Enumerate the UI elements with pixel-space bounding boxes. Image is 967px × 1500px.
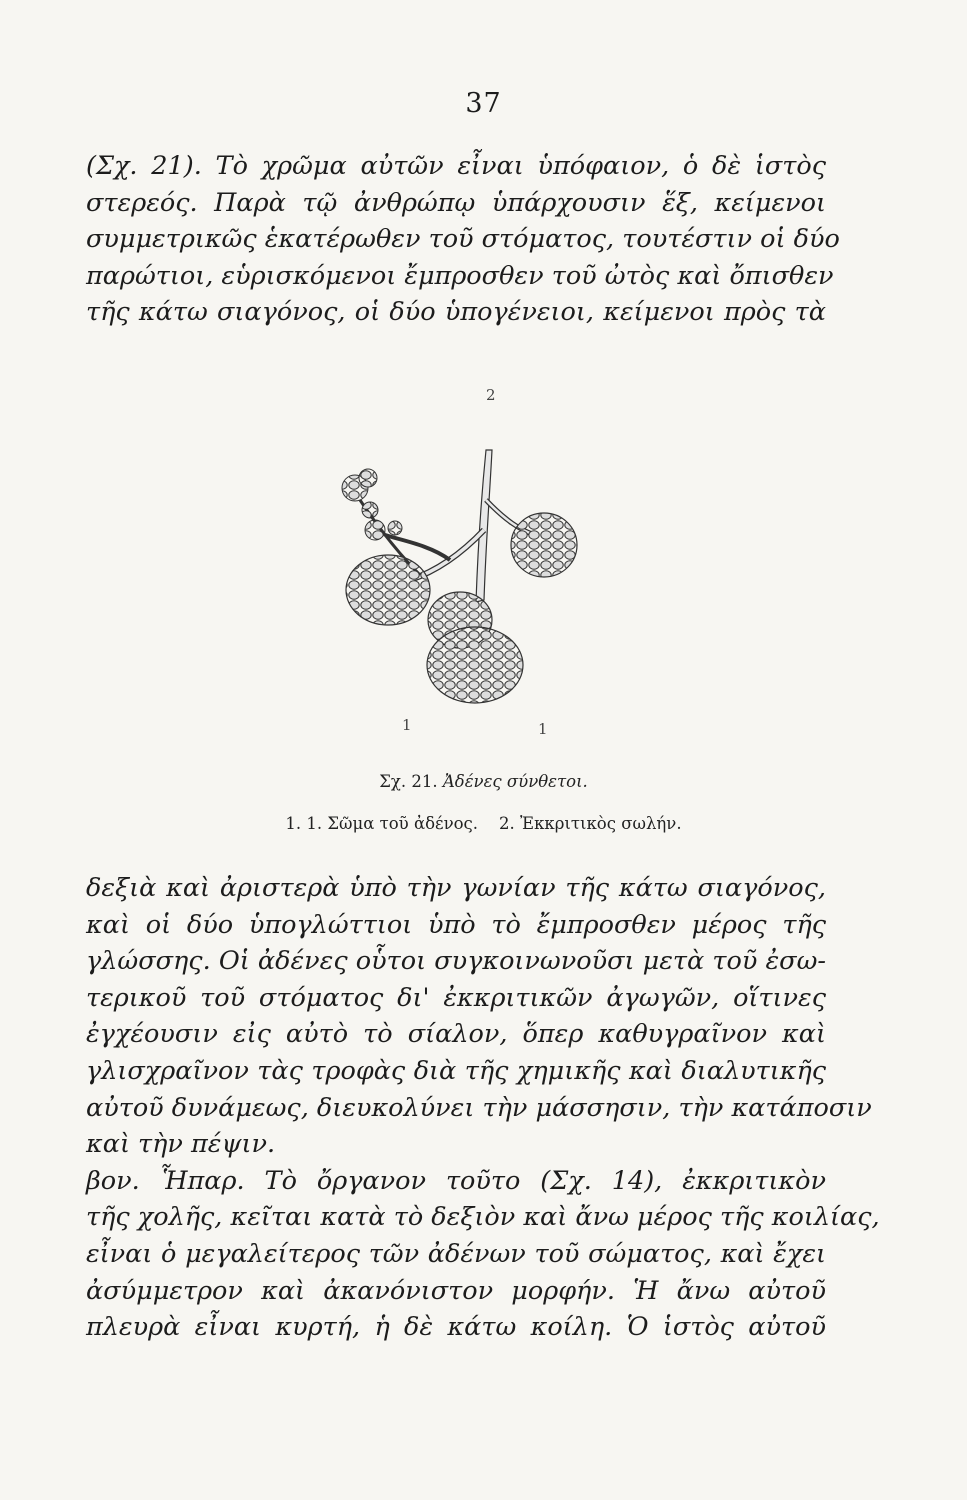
text-line: δεξιὰ καὶ ἀριστερὰ ὑπὸ τὴν γωνίαν τῆς κάτω σιαγόνος,	[86, 873, 826, 903]
text-line: πλευρὰ εἶναι κυρτή, ἡ δὲ κάτω κοίλη. Ὁ ἱστὸς αὐτοῦ	[86, 1312, 826, 1343]
figure-label-body: 1	[538, 720, 548, 738]
compound-gland-drawing	[300, 380, 600, 710]
top-paragraph	[86, 148, 840, 331]
text-line: γλώσσης. Οἱ ἀδένες οὗτοι συγκοινωνοῦσι μετὰ τοῦ ἐσω-	[86, 946, 826, 977]
gland-lobe	[511, 513, 577, 577]
text-line: παρώτιοι, εὑρισκόμενοι ἔμπροσθεν τοῦ ὠτὸς καὶ ὄπισθεν	[86, 260, 834, 291]
caption-number: Σχ. 21.	[379, 772, 438, 791]
text-line: ἀσύμμετρον καὶ ἀκανόνιστον μορφήν. Ἡ ἄνω αὐτοῦ	[86, 1275, 826, 1306]
legend-text: Ἐκκριτικὸς σωλήν.	[520, 814, 682, 833]
text-line: εἶναι ὁ μεγαλείτερος τῶν ἀδένων τοῦ σώματος, καὶ ἔχει	[86, 1238, 826, 1269]
text-line: τερικοῦ τοῦ στόματος δι' ἐκκριτικῶν ἀγωγῶν, οἵτινες	[86, 982, 826, 1013]
gland-lobe	[346, 555, 430, 625]
text-line: καὶ οἱ δύο ὑπογλώττιοι ὑπὸ τὸ ἔμπροσθεν μέρος τῆς	[86, 909, 826, 940]
caption-title: Ἀδένες σύνθετοι.	[442, 772, 588, 791]
text-line: (Σχ. 21). Τὸ χρῶμα αὐτῶν εἶναι ὑπόφαιον, ὁ δὲ ἱστὸς	[86, 151, 826, 181]
legend-number: 2.	[499, 814, 515, 833]
figure-caption	[0, 772, 967, 791]
gland-illustration	[300, 380, 600, 740]
text-line: τῆς χολῆς, κεῖται κατὰ τὸ δεξιὸν καὶ ἄνω μέρος τῆς κοιλίας,	[86, 1202, 880, 1233]
legend-text: Σῶμα τοῦ ἀδένος.	[327, 814, 479, 833]
text-line: καὶ τὴν πέψιν.	[86, 1129, 276, 1160]
text-line: στερεός. Παρὰ τῷ ἀνθρώπῳ ὑπάρχουσιν ἕξ, κείμενοι	[86, 187, 826, 218]
bottom-paragraph	[86, 870, 880, 1346]
figure-label-body: 1	[402, 716, 412, 734]
text-line: τῆς κάτω σιαγόνος, οἱ δύο ὑπογένειοι, κείμενοι πρὸς τὰ	[86, 297, 826, 328]
gland-lobe	[427, 627, 523, 703]
text-line: συμμετρικῶς ἑκατέρωθεν τοῦ στόματος, τουτέστιν οἱ δύο	[86, 224, 840, 255]
text-line: ἐγχέουσιν εἰς αὐτὸ τὸ σίαλον, ὅπερ καθυγραῖνον καὶ	[86, 1019, 826, 1050]
figure-label-duct: 2	[486, 386, 496, 404]
legend-number: 1. 1.	[285, 814, 323, 833]
figure-legend	[0, 814, 967, 833]
text-line: γλισχραῖνον τὰς τροφὰς διὰ τῆς χημικῆς καὶ διαλυτικῆς	[86, 1055, 826, 1086]
page-number: 37	[465, 88, 502, 119]
small-lobules	[342, 469, 402, 540]
text-line: αὐτοῦ δυνάμεως, διευκολύνει τὴν μάσσησιν, τὴν κατάποσιν	[86, 1092, 872, 1123]
text-line: βον. Ἧπαρ. Τὸ ὄργανον τοῦτο (Σχ. 14), ἐκκριτικὸν	[86, 1165, 826, 1196]
main-duct	[476, 450, 492, 602]
